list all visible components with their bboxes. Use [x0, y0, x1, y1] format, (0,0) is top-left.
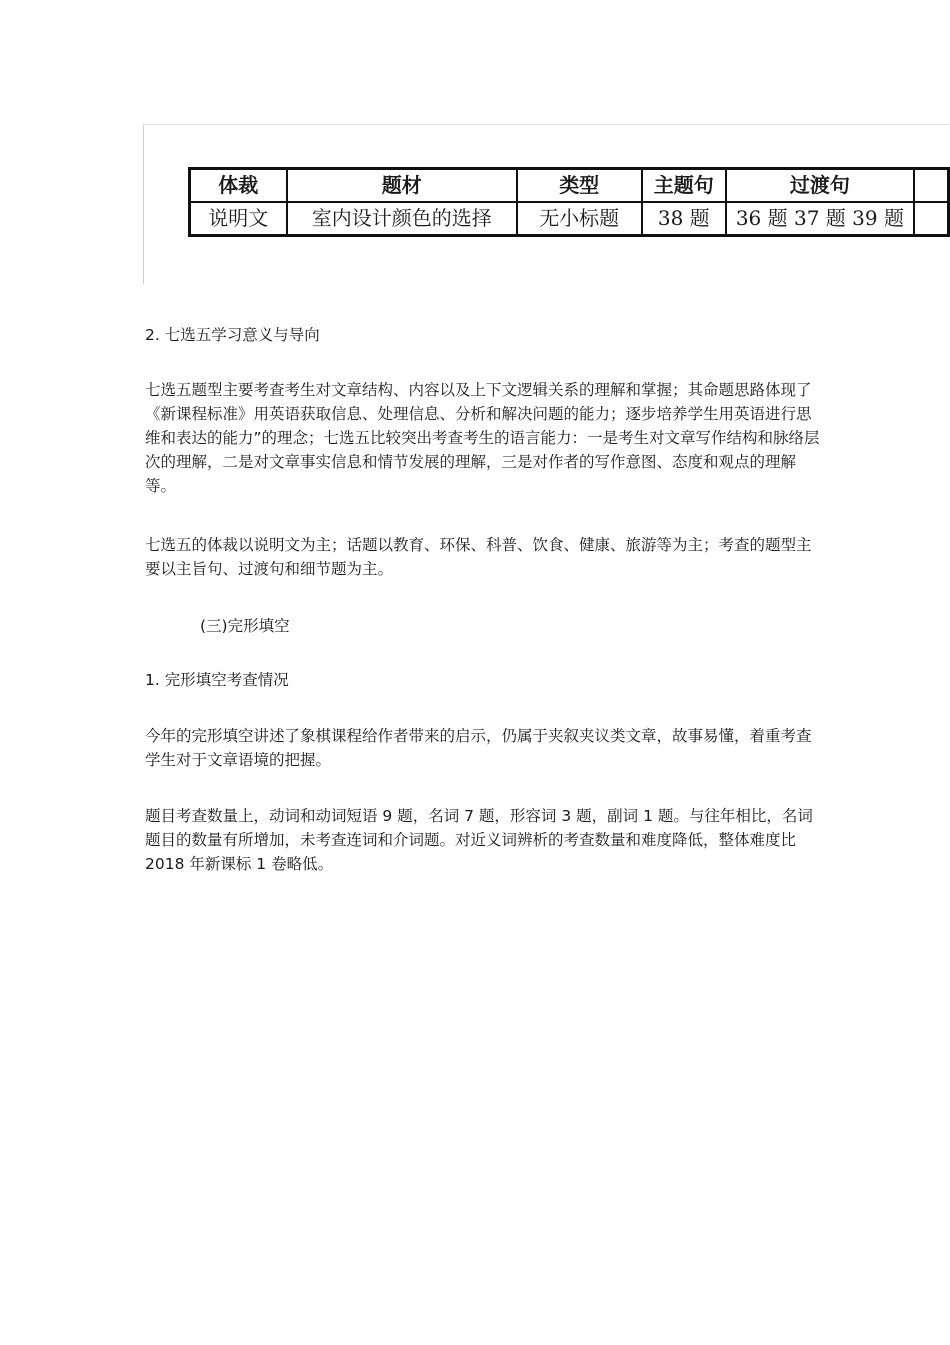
header-type: 类型	[517, 169, 642, 203]
header-cut-off	[914, 169, 949, 203]
section-heading-cloze: (三)完形填空	[200, 617, 290, 635]
table-row	[190, 202, 949, 236]
paragraph-cloze-story: 今年的完形填空讲述了象棋课程给作者带来的启示，仍属于夹叙夹议类文章，故事易懂，着重考查学生对于文章语境的把握。	[145, 727, 812, 769]
subheading-cloze-overview: 1. 完形填空考查情况	[145, 671, 289, 689]
summary-table	[188, 167, 950, 237]
header-topic: 题材	[287, 169, 517, 203]
cell-type: 无小标题	[517, 202, 642, 236]
paragraph-seven-choose-five-purpose: 七选五题型主要考查考生对文章结构、内容以及上下文逻辑关系的理解和掌握；其命题思路体现了《新课程标准》用英语获取信息、处理信息、分析和解决问题的能力；逐步培养学生用英语进行思维和表达的能力”的理念；七选五比较突出考查考生的语言能力：一是考生对文章写作结构和脉络层次的理解，二是对文章事实信息和情节发展的理解，三是对作者的写作意图、态度和观点的理解等。	[145, 381, 820, 495]
paragraph-cloze-statistics: 题目考查数量上，动词和动词短语 9 题，名词 7 题，形容词 3 题，副词 1 题。与往年相比，名词题目的数量有所增加，未考查连词和介词题。对近义词辨析的考查数量和难度降低，整体难度比 2018 年新课标 1 卷略低。	[145, 807, 813, 873]
cell-genre: 说明文	[190, 202, 287, 236]
cell-transition-sentence: 36 题 37 题 39 题	[726, 202, 914, 236]
table-header-row	[190, 169, 949, 203]
cell-cut-off	[914, 202, 949, 236]
header-transition-sentence: 过渡句	[726, 169, 914, 203]
section-heading-seven-choose-five: 2. 七选五学习意义与导向	[145, 326, 320, 344]
header-genre: 体裁	[190, 169, 287, 203]
paragraph-seven-choose-five-genre: 七选五的体裁以说明文为主；话题以教育、环保、科普、饮食、健康、旅游等为主；考查的题型主要以主旨句、过渡句和细节题为主。	[145, 536, 812, 578]
header-topic-sentence: 主题句	[642, 169, 727, 203]
table-figure	[143, 124, 950, 284]
cell-topic: 室内设计颜色的选择	[287, 202, 517, 236]
cell-topic-sentence: 38 题	[642, 202, 727, 236]
